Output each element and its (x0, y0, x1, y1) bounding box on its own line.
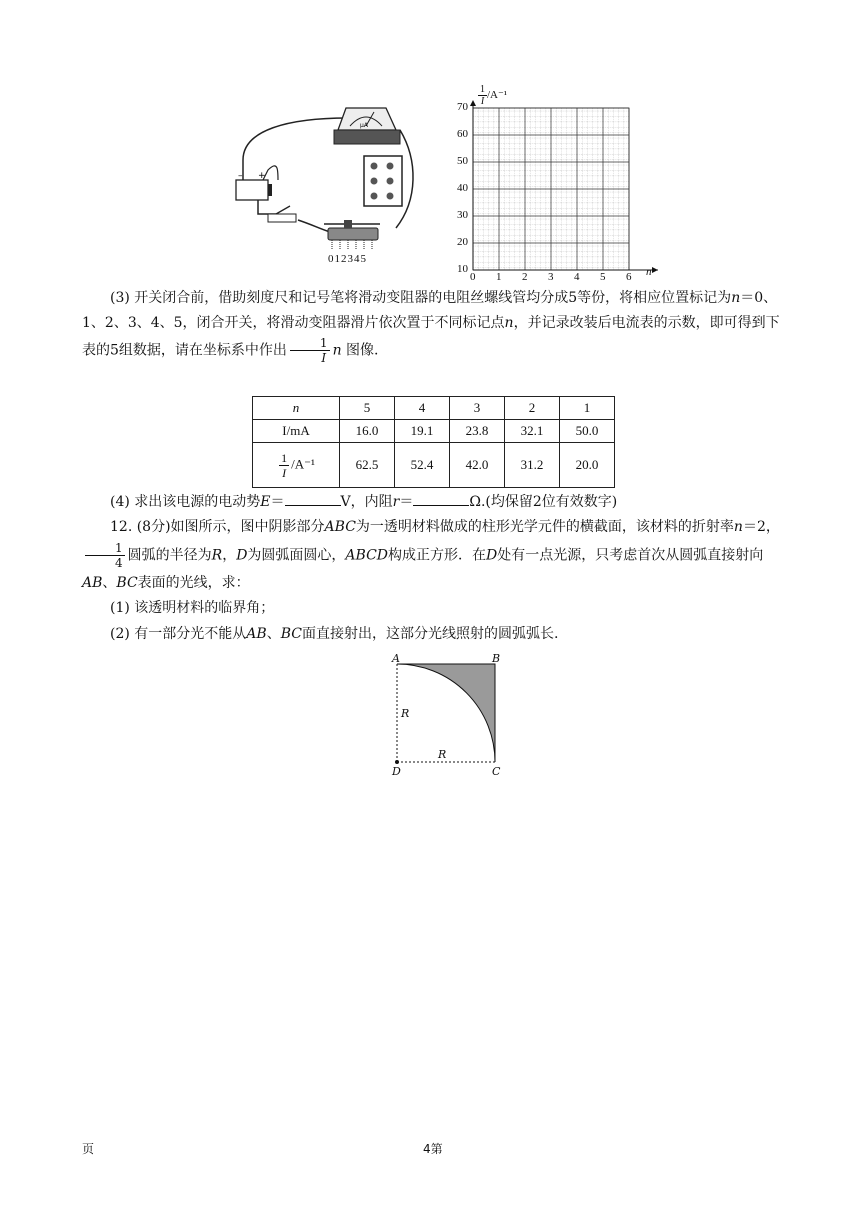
table-cell: 3 (450, 397, 505, 420)
resistance-answer-blank[interactable] (413, 492, 469, 506)
x-tick-label: 2 (522, 271, 528, 283)
table-row (253, 443, 615, 488)
q12-n: n (733, 519, 743, 535)
q12-abc: ABC (324, 519, 356, 535)
resistance-box-icon (364, 156, 402, 206)
table-header-n: n (253, 397, 340, 420)
q12-fraction (85, 541, 125, 570)
q12-sub2-a: (2) 有一部分光不能从 (110, 626, 247, 642)
q12-text-b: 为一透明材料做成的柱形光学元件的横截面，该材料的折射率 (355, 519, 734, 535)
q4-var-e: E (260, 494, 271, 510)
q4-text-d: ＝ (399, 494, 414, 510)
q3-text-a: (3) 开关闭合前，借助刻度尺和记号笔将滑动变阻器的电阻丝螺线管均分成5等份，将相应位置标记为 (110, 290, 732, 306)
graph-y-unit: /A⁻¹ (487, 89, 508, 102)
q12-text-d: 圆弧的半径为 (127, 547, 212, 564)
q12-frac-den: 4 (115, 556, 123, 570)
q4-text-c: V，内阻 (340, 494, 393, 510)
svg-text:–: – (238, 171, 243, 181)
footer-page-number: 4第 (423, 1142, 443, 1156)
q3-text-g: 图像. (346, 342, 379, 359)
q3-var-n2: n (504, 315, 514, 331)
radius-horizontal-label: R (438, 748, 447, 761)
q12-text-g: 构成正方形．在 (388, 547, 487, 564)
data-table (252, 396, 615, 488)
q12-d2: D (486, 547, 498, 564)
q12-d: D (236, 547, 248, 564)
table-cell: 62.5 (340, 443, 395, 488)
q4-var-r: r (392, 494, 400, 510)
svg-text:μA: μA (360, 122, 368, 129)
question-12-sub2 (82, 622, 782, 647)
x-tick-label: 4 (574, 271, 580, 283)
radius-vertical-label: R (401, 707, 410, 720)
q3-frac-num: 1 (290, 336, 330, 351)
q12-sub2-c: 面直接射出，这部分光线照射的圆弧弧长. (301, 626, 559, 642)
q12-text-f: 为圆弧面圆心， (247, 547, 346, 564)
x-tick-label: 1 (496, 271, 502, 283)
y-tick-label: 40 (457, 182, 468, 194)
q3-fraction (290, 336, 330, 365)
table-cell: 19.1 (395, 420, 450, 443)
grid-chart (452, 100, 664, 282)
x-tick-label: 5 (600, 271, 606, 283)
table-cell: 4 (395, 397, 450, 420)
q12-text-j: 表面的光线，求： (137, 575, 250, 591)
y-tick-label: 20 (457, 236, 468, 248)
y-tick-label: 10 (457, 263, 468, 275)
x-tick-label: 0 (470, 271, 476, 283)
x-tick-label: 6 (626, 271, 632, 283)
table-cell: 23.8 (450, 420, 505, 443)
question-3 (82, 286, 782, 365)
graph-y-frac-den: I (480, 96, 485, 107)
q3-var-n: n (731, 290, 741, 306)
footer-left: 页 (82, 1142, 95, 1156)
table-cell: 5 (340, 397, 395, 420)
table-inv-unit: /A⁻¹ (291, 455, 315, 471)
q3-text-e: ，并记录改装后电流表的示数，即可得到下表的5组数据，请在坐标系中作出 (82, 315, 780, 359)
graph-y-frac-num: 1 (480, 84, 485, 95)
question-12-sub1: (1) 该透明材料的临界角； (110, 600, 275, 616)
x-tick-label: 3 (548, 271, 554, 283)
svg-text:+: + (258, 171, 266, 181)
q12-sub2-b: 、 (266, 626, 281, 642)
question-12 (82, 514, 782, 597)
table-cell: 32.1 (505, 420, 560, 443)
q4-text-b: ＝ (270, 494, 285, 510)
point-a-label: A (392, 652, 400, 665)
table-header-inv (253, 443, 340, 488)
table-cell: 50.0 (560, 420, 615, 443)
table-row (253, 420, 615, 443)
switch-icon (268, 206, 296, 222)
q12-text-c: ＝2， (742, 519, 780, 535)
battery-icon (236, 171, 272, 200)
table-cell: 31.2 (505, 443, 560, 488)
table-cell: 2 (505, 397, 560, 420)
question-4 (82, 490, 782, 515)
emf-answer-blank[interactable] (285, 492, 341, 506)
q3-text-c: ＝0、1、2、3、4、5，闭合开关，将滑动变阻器滑片依次置于不同标记点 (82, 290, 778, 331)
q4-text-a: (4) 求出该电源的电动势 (110, 494, 261, 510)
table-row (253, 397, 615, 420)
q12-sub2-ab: AB (246, 626, 267, 642)
table-cell: 42.0 (450, 443, 505, 488)
ammeter-icon (334, 108, 400, 144)
q4-text-e: Ω.(均保留2位有效数字) (469, 494, 618, 510)
table-cell: 20.0 (560, 443, 615, 488)
q12-text-h: 处有一点光源，只考虑首次从圆弧直接射向 (497, 547, 764, 564)
point-d-label: D (392, 765, 401, 778)
y-tick-label: 50 (457, 155, 468, 167)
table-frac-num: 1 (281, 450, 288, 465)
rheostat-icon (324, 220, 380, 250)
q12-bc: BC (116, 575, 138, 591)
table-cell: 1 (560, 397, 615, 420)
q12-r: R (211, 547, 223, 564)
q12-text-e: ， (222, 547, 237, 564)
graph-x-axis-label: n (646, 266, 652, 278)
q12-frac-num: 1 (85, 541, 125, 556)
q12-text-i: 、 (102, 575, 117, 591)
point-b-label: B (492, 652, 501, 665)
table-cell: 52.4 (395, 443, 450, 488)
y-tick-label: 70 (457, 101, 468, 113)
circuit-diagram (228, 100, 428, 272)
q12-abcd: ABCD (345, 547, 389, 564)
table-cell: 16.0 (340, 420, 395, 443)
y-tick-label: 30 (457, 209, 468, 221)
point-c-label: C (492, 765, 501, 778)
table-frac-den: I (282, 465, 287, 480)
q12-sub2-bc: BC (280, 626, 302, 642)
rheostat-scale-label: 012345 (328, 253, 367, 265)
table-header-i: I/mA (253, 420, 340, 443)
q3-frac-den: I (321, 351, 327, 365)
q3-var-n3: n (332, 342, 342, 359)
q12-ab: AB (82, 575, 103, 591)
y-tick-label: 60 (457, 128, 468, 140)
q12-text-a: 12. (8分)如图所示，图中阴影部分 (110, 519, 325, 535)
